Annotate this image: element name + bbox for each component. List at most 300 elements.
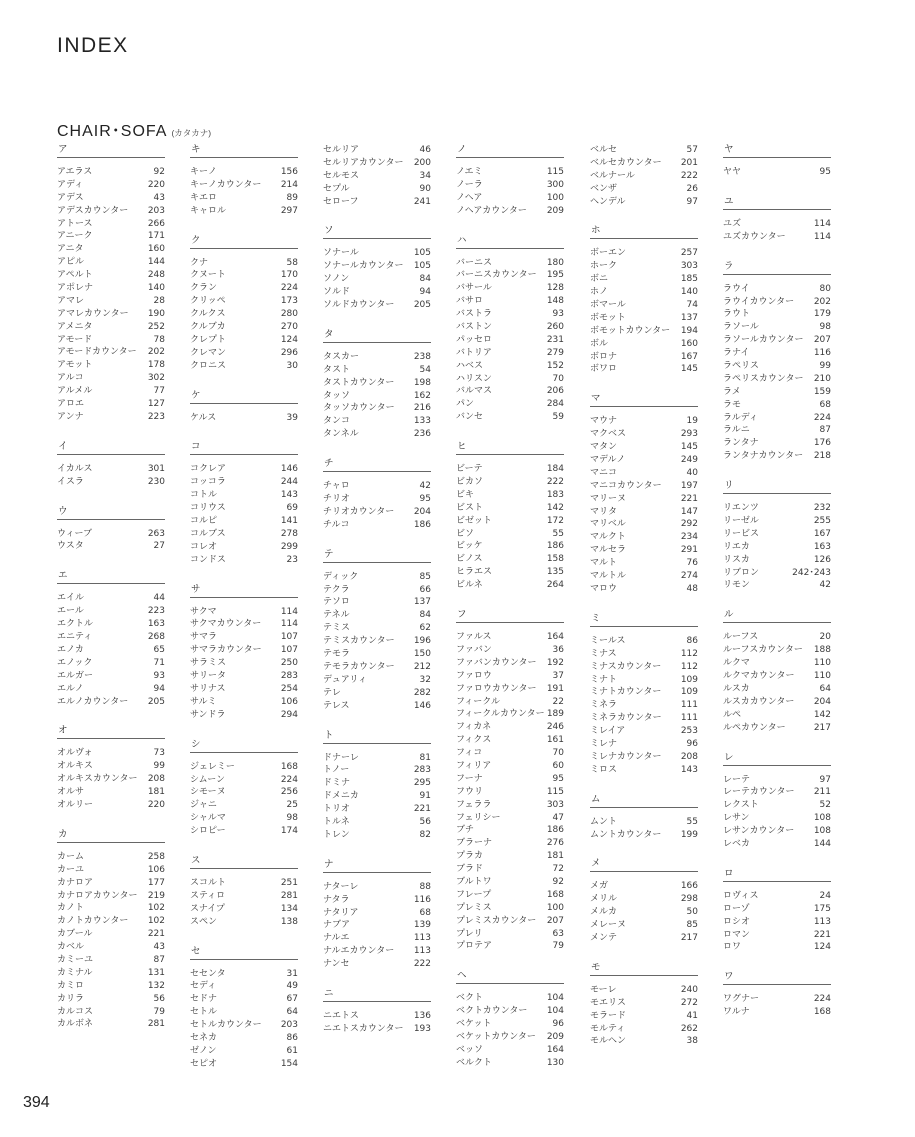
index-entry — [456, 192, 564, 205]
entry-page: 183 — [546, 489, 564, 500]
entry-name: アマレカウンター — [57, 308, 129, 319]
entry-name: アデスカウンター — [57, 205, 129, 216]
index-entry — [323, 700, 431, 713]
entry-name: プレミスカウンター — [456, 915, 537, 926]
index-entry — [323, 493, 431, 506]
entry-name: モラード — [590, 1010, 627, 1021]
index-group — [323, 144, 431, 208]
entry-page: 301 — [147, 463, 165, 474]
entry-name: テミス — [323, 623, 351, 634]
entry-name: モエリス — [590, 997, 626, 1008]
entry-page: 37 — [552, 670, 564, 681]
index-entry — [456, 528, 564, 541]
entry-page: 195 — [546, 270, 564, 281]
index-entry — [57, 166, 165, 179]
entry-name: ミナス — [590, 648, 617, 659]
index-entry — [57, 941, 165, 954]
entry-name: バルマス — [456, 386, 493, 397]
entry-page: 65 — [153, 644, 165, 655]
index-entry — [57, 179, 165, 192]
index-entry — [456, 347, 564, 360]
entry-page: 162 — [413, 390, 431, 401]
index-entry — [323, 816, 431, 829]
index-entry — [57, 799, 165, 812]
index-entry — [456, 734, 564, 747]
entry-name: セネカ — [190, 1032, 218, 1043]
entry-page: 52 — [819, 800, 831, 811]
index-entry — [723, 231, 831, 244]
entry-page: 199 — [680, 829, 698, 840]
index-entry — [323, 377, 431, 390]
entry-page: 108 — [813, 826, 831, 837]
entry-name: アモードカウンター — [57, 347, 137, 358]
index-entry — [590, 699, 698, 712]
entry-name: プレミス — [456, 902, 492, 913]
entry-name: ウィーブ — [57, 528, 93, 539]
index-entry — [590, 338, 698, 351]
entry-name: モルティ — [590, 1023, 626, 1034]
entry-page: 104 — [546, 993, 564, 1004]
entry-page: 296 — [280, 347, 298, 358]
entry-page: 48 — [686, 583, 698, 594]
entry-name: ベッソ — [456, 1044, 484, 1055]
entry-page: 292 — [680, 519, 698, 530]
entry-page: 136 — [413, 1010, 431, 1021]
entry-name: シモーヌ — [190, 787, 226, 798]
index-entry — [323, 170, 431, 183]
index-entry — [323, 402, 431, 415]
entry-name: サルミ — [190, 696, 217, 707]
index-entry — [456, 863, 564, 876]
entry-name: セピオ — [190, 1058, 218, 1069]
entry-name: ゼノン — [190, 1045, 217, 1056]
entry-name: クリッペ — [190, 296, 226, 307]
entry-name: ミレナ — [590, 738, 618, 749]
entry-page: 85 — [686, 920, 698, 931]
entry-page: 42 — [419, 481, 431, 492]
entry-name: マルセラ — [590, 545, 627, 556]
entry-name: イスラ — [57, 476, 84, 487]
group-heading: ハ — [456, 233, 564, 249]
entry-page: 205 — [413, 300, 431, 311]
entry-name: ブラーナ — [456, 838, 493, 849]
entry-name: タンネル — [323, 429, 359, 440]
index-entry — [57, 915, 165, 928]
index-group — [57, 723, 165, 811]
entry-page: 111 — [680, 713, 698, 724]
entry-name: アトース — [57, 218, 93, 229]
entry-name: ボニ — [590, 274, 609, 285]
index-entry — [190, 825, 298, 838]
entry-page: 204 — [413, 506, 431, 517]
entry-page: 72 — [552, 864, 564, 875]
entry-name: マニコカウンター — [590, 480, 662, 491]
index-entry — [723, 502, 831, 515]
index-entry — [323, 674, 431, 687]
index-entry — [190, 993, 298, 1006]
index-entry — [456, 1005, 564, 1018]
entry-page: 24 — [819, 890, 831, 901]
index-group — [190, 853, 298, 929]
index-entry — [190, 308, 298, 321]
entry-name: フィカネ — [456, 722, 492, 733]
entry-name: ビキ — [456, 489, 475, 500]
entry-name: カルコス — [57, 1006, 94, 1017]
entry-name: カルボネ — [57, 1019, 94, 1030]
entry-name: ベルセ — [590, 145, 618, 155]
index-entry — [723, 1006, 831, 1019]
index-group — [190, 582, 298, 722]
index-entry — [57, 877, 165, 890]
index-entry — [57, 773, 165, 786]
index-entry — [590, 531, 698, 544]
entry-page: 70 — [552, 373, 564, 384]
index-entry — [590, 260, 698, 273]
entry-page: 181 — [147, 787, 165, 798]
index-entry — [723, 696, 831, 709]
entry-page: 186 — [413, 519, 431, 530]
index-entry — [590, 829, 698, 842]
entry-name: スコルト — [190, 877, 227, 888]
entry-page: 66 — [419, 584, 431, 595]
entry-name: アモード — [57, 334, 93, 345]
entry-name: クヌート — [190, 270, 226, 281]
index-entry — [723, 644, 831, 657]
index-entry — [57, 528, 165, 541]
entry-page: 100 — [546, 902, 564, 913]
entry-page: 217 — [813, 722, 831, 733]
index-entry — [323, 144, 431, 157]
entry-name: ベルセカウンター — [590, 157, 662, 168]
entry-page: 295 — [413, 778, 431, 789]
index-entry — [590, 544, 698, 557]
index-entry — [323, 958, 431, 971]
entry-page: 167 — [813, 528, 831, 539]
entry-name: リスカ — [723, 554, 750, 565]
entry-name: マリベル — [590, 519, 626, 530]
index-entry — [590, 493, 698, 506]
entry-name: ロヴィス — [723, 890, 759, 901]
entry-name: ミナスカウンター — [590, 661, 662, 672]
entry-name: ラペリス — [723, 361, 759, 372]
entry-name: タストカウンター — [323, 377, 395, 388]
entry-name: カミロ — [57, 980, 85, 991]
entry-name: パン — [456, 399, 475, 410]
entry-page: 142 — [813, 709, 831, 720]
entry-page: 143 — [680, 764, 698, 775]
index-entry — [456, 269, 564, 282]
entry-page: 190 — [147, 308, 165, 319]
index-entry — [323, 803, 431, 816]
entry-page: 64 — [286, 1007, 298, 1018]
entry-name: メンテ — [590, 932, 618, 943]
entry-page: 144 — [813, 838, 831, 849]
index-entry — [456, 928, 564, 941]
index-column — [190, 142, 298, 1086]
page-title: INDEX — [57, 34, 129, 57]
index-entry — [57, 476, 165, 489]
entry-page: 104 — [546, 1006, 564, 1017]
entry-page: 115 — [546, 167, 564, 177]
index-group — [190, 737, 298, 838]
entry-page: 196 — [413, 636, 431, 647]
entry-page: 84 — [419, 274, 431, 285]
entry-page: 258 — [147, 851, 165, 862]
index-group — [323, 857, 431, 971]
entry-name: ホーク — [590, 261, 618, 272]
index-entry — [590, 506, 698, 519]
entry-name: ジェレミー — [190, 761, 235, 772]
entry-page: 236 — [413, 429, 431, 440]
group-heading: ラ — [723, 259, 831, 275]
entry-page: 113 — [413, 933, 431, 944]
index-entry — [190, 1006, 298, 1019]
entry-name: ノヘアカウンター — [456, 205, 527, 216]
index-entry — [57, 256, 165, 269]
index-entry — [190, 1019, 298, 1032]
index-entry — [323, 752, 431, 765]
entry-name: タスカー — [323, 351, 360, 362]
entry-page: 172 — [546, 515, 564, 526]
entry-page: 220 — [147, 799, 165, 810]
entry-page: 39 — [286, 412, 298, 423]
entry-page: 95 — [552, 773, 564, 784]
entry-page: 256 — [280, 787, 298, 798]
group-heading: ナ — [323, 857, 431, 873]
index-entry — [723, 929, 831, 942]
entry-name: ホノ — [590, 287, 609, 298]
entry-name: エルノカウンター — [57, 696, 129, 707]
entry-page: 218 — [813, 451, 831, 462]
entry-page: 135 — [546, 567, 564, 578]
entry-page: 68 — [819, 399, 831, 410]
entry-page: 156 — [280, 167, 298, 177]
index-entry — [323, 932, 431, 945]
entry-page: 282 — [413, 687, 431, 698]
index-entry — [57, 928, 165, 941]
index-entry — [190, 1045, 298, 1058]
index-entry — [190, 489, 298, 502]
entry-name: ソルド — [323, 287, 351, 298]
index-entry — [590, 312, 698, 325]
entry-name: バストン — [456, 322, 493, 333]
entry-name: クレマン — [190, 347, 227, 358]
entry-name: ソナールカウンター — [323, 261, 404, 272]
entry-page: 194 — [680, 325, 698, 336]
entry-page: 42 — [819, 580, 831, 591]
group-heading: ク — [190, 233, 298, 249]
index-entry — [456, 824, 564, 837]
index-entry — [323, 273, 431, 286]
entry-name: オルキス — [57, 761, 93, 772]
index-entry — [57, 605, 165, 618]
entry-page: 78 — [153, 334, 165, 345]
entry-page: 232 — [813, 503, 831, 514]
entry-name: ドミナ — [323, 778, 351, 789]
entry-name: カナロアカウンター — [57, 890, 138, 901]
entry-name: リエカ — [723, 541, 750, 552]
index-entry — [590, 1035, 698, 1048]
index-entry — [190, 890, 298, 903]
index-entry — [590, 816, 698, 829]
index-entry — [456, 799, 564, 812]
index-entry — [323, 687, 431, 700]
group-heading: コ — [190, 439, 298, 455]
entry-name: ラルニ — [723, 425, 750, 436]
index-entry — [190, 476, 298, 489]
index-entry — [190, 631, 298, 644]
index-entry — [456, 902, 564, 915]
entry-name: テレス — [323, 700, 350, 711]
index-entry — [723, 993, 831, 1006]
index-entry — [456, 502, 564, 515]
entry-name: エイル — [57, 593, 85, 604]
entry-name: ファバン — [456, 644, 492, 655]
entry-page: 202 — [147, 347, 165, 358]
entry-name: バストラ — [456, 309, 493, 320]
entry-page: 22 — [552, 696, 564, 707]
entry-page: 58 — [286, 257, 298, 268]
group-heading: ソ — [323, 223, 431, 239]
index-entry — [723, 515, 831, 528]
index-entry — [456, 282, 564, 295]
entry-page: 94 — [153, 683, 165, 694]
index-entry — [190, 657, 298, 670]
index-entry — [57, 321, 165, 334]
group-heading: ヒ — [456, 439, 564, 455]
group-heading: オ — [57, 723, 165, 739]
entry-name: コリウス — [190, 503, 226, 514]
entry-page: 242･243 — [792, 567, 831, 578]
index-entry — [723, 283, 831, 296]
entry-name: ビルネ — [456, 580, 483, 591]
entry-name: ヤヤ — [723, 167, 742, 177]
entry-name: バトリア — [456, 347, 492, 358]
group-heading: フ — [456, 607, 564, 623]
index-entry — [57, 230, 165, 243]
index-entry — [323, 907, 431, 920]
entry-name: ラナイ — [723, 348, 750, 359]
entry-name: クルブカ — [190, 322, 226, 333]
entry-page: 134 — [280, 903, 298, 914]
entry-page: 294 — [280, 709, 298, 720]
index-entry — [590, 764, 698, 777]
entry-page: 224 — [280, 774, 298, 785]
index-entry — [323, 480, 431, 493]
entry-page: 220 — [147, 179, 165, 190]
entry-page: 264 — [546, 580, 564, 591]
entry-page: 185 — [680, 274, 698, 285]
entry-name: シムーン — [190, 774, 226, 785]
index-entry — [456, 721, 564, 734]
group-heading: ヤ — [723, 142, 831, 158]
entry-name: ワルナ — [723, 1007, 750, 1018]
index-entry — [456, 566, 564, 579]
entry-name: ナルエカウンター — [323, 946, 395, 957]
index-entry — [590, 286, 698, 299]
index-entry — [723, 347, 831, 360]
entry-page: 176 — [813, 438, 831, 449]
index-entry — [456, 257, 564, 270]
index-entry — [190, 786, 298, 799]
group-heading: マ — [590, 391, 698, 407]
index-entry — [456, 540, 564, 553]
entry-page: 171 — [147, 231, 165, 242]
index-entry — [190, 554, 298, 567]
index-entry — [323, 506, 431, 519]
entry-page: 106 — [280, 696, 298, 707]
entry-page: 300 — [546, 179, 564, 190]
entry-page: 299 — [280, 541, 298, 552]
entry-page: 55 — [552, 528, 564, 539]
index-entry — [190, 903, 298, 916]
entry-page: 167 — [680, 351, 698, 362]
entry-page: 32 — [419, 674, 431, 685]
entry-page: 112 — [680, 648, 698, 659]
entry-page: 94 — [419, 287, 431, 298]
entry-page: 212 — [413, 661, 431, 672]
entry-page: 179 — [813, 309, 831, 320]
entry-page: 60 — [552, 760, 564, 771]
entry-name: ニエトスカウンター — [323, 1023, 404, 1034]
index-entry — [57, 372, 165, 385]
entry-page: 71 — [153, 657, 165, 668]
entry-page: 99 — [819, 361, 831, 372]
index-group — [590, 792, 698, 842]
index-group — [57, 827, 165, 1031]
entry-name: マデルノ — [590, 455, 626, 466]
index-entry — [190, 606, 298, 619]
entry-page: 189 — [546, 709, 564, 720]
entry-name: イカルス — [57, 463, 93, 474]
entry-page: 47 — [552, 812, 564, 823]
entry-name: タッソ — [323, 390, 351, 401]
index-entry — [190, 412, 298, 425]
entry-name: ユズカウンター — [723, 231, 786, 242]
entry-name: ボマール — [590, 300, 626, 311]
index-group — [57, 439, 165, 489]
index-entry — [590, 467, 698, 480]
entry-name: セルリアカウンター — [323, 157, 404, 168]
index-entry — [323, 247, 431, 260]
entry-page: 110 — [813, 658, 831, 669]
entry-page: 164 — [546, 632, 564, 643]
index-entry — [456, 1044, 564, 1057]
entry-name: サラミス — [190, 658, 227, 669]
entry-name: アニーク — [57, 231, 93, 242]
entry-name: ボワロ — [590, 364, 618, 375]
entry-name: ランタナ — [723, 438, 759, 449]
entry-name: レーテカウンター — [723, 787, 795, 798]
entry-page: 114 — [280, 606, 298, 617]
index-entry — [590, 997, 698, 1010]
entry-name: オルキスカウンター — [57, 774, 138, 785]
entry-page: 248 — [147, 270, 165, 281]
entry-page: 147 — [680, 506, 698, 517]
index-group — [57, 142, 165, 424]
index-entry — [590, 725, 698, 738]
entry-page: 114 — [280, 619, 298, 630]
entry-page: 201 — [680, 157, 698, 168]
index-group — [323, 728, 431, 842]
index-entry — [190, 541, 298, 554]
entry-page: 251 — [280, 877, 298, 888]
group-heading: レ — [723, 750, 831, 766]
entry-name: テレ — [323, 687, 341, 698]
index-entry — [323, 571, 431, 584]
index-entry — [323, 661, 431, 674]
index-entry — [323, 415, 431, 428]
